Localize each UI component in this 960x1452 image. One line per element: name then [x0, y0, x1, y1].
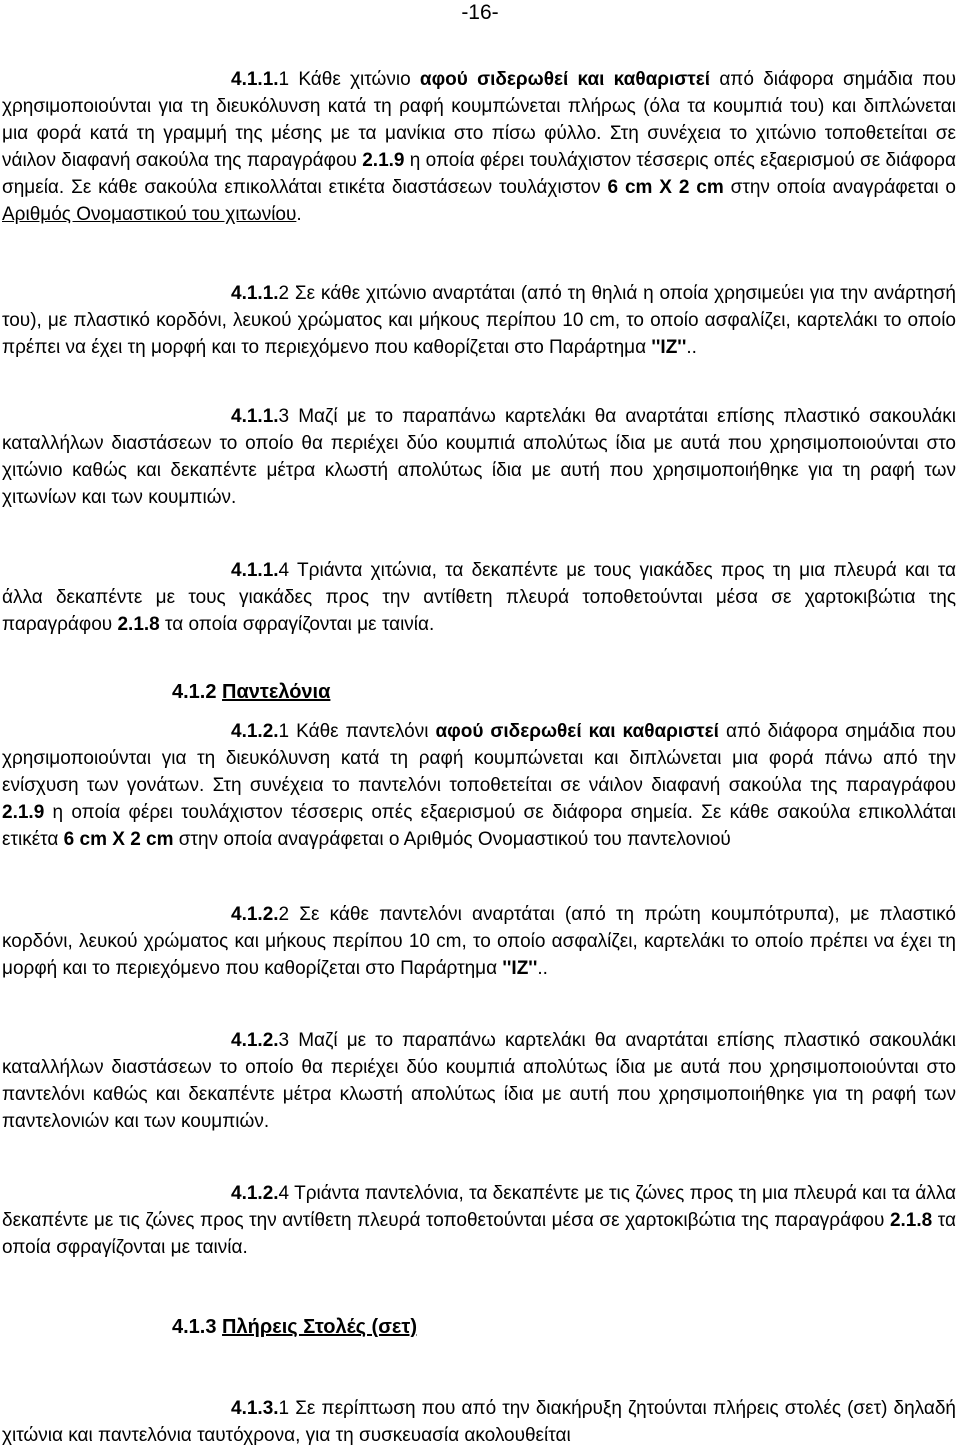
body-text: Τριάντα χιτώνια, τα δεκαπέντε με τους γιακάδες προς τη μια πλευρά και τα άλλα δεκαπέντε με τους γιακάδες προς την αντίθετη πλευρά τοποθετούνται μέσα σε χαρτοκιβώτια της παραγράφου	[2, 560, 956, 635]
section-number-suffix: 4	[278, 1183, 290, 1204]
section-number: 4.1.2.	[231, 1030, 279, 1051]
paragraph-4-1-2-2	[2, 901, 956, 982]
section-number: 4.1.2.	[231, 721, 279, 742]
body-text: Σε κάθε χιτώνιο αναρτάται (από τη θηλιά η οποία χρησιμεύει για την ανάρτησή του), με πλαστικό κορδόνι, λευκού χρώματος και μήκους περίπου 10 cm, το οποίο ασφαλίζει, καρτελάκι το οποίο πρέπει να έχει τη μορφή και το περιεχόμενο που καθορίζεται στο Παράρτημα	[2, 283, 956, 358]
body-text: από διάφορα σημάδια που χρησιμοποιούνται για τη διευκόλυνση κατά τη ραφή κουμπώνεται και διπλώνεται μια φορά πάνω από την ενίσχυση των γονάτων. Στη συνέχεια το παντελόνι τοποθετείται σε νάιλον διαφανή σακούλα της παραγράφου	[2, 721, 956, 796]
section-number: 4.1.3.	[231, 1398, 279, 1419]
body-text: η οποία φέρει τουλάχιστον τέσσερις οπές εξαερισμού σε διάφορα σημεία. Σε κάθε σακούλα επικολλάται ετικέτα διαστάσεων τουλάχιστον	[2, 150, 956, 198]
section-number-suffix: 2	[278, 904, 290, 925]
section-number-suffix: 1	[278, 1398, 290, 1419]
section-number-suffix: 1	[278, 721, 290, 742]
paragraph-4-1-2-3	[2, 1027, 956, 1135]
body-text: στην οποία αναγράφεται ο Αριθμός Ονομαστικού του παντελονιού	[173, 829, 731, 850]
section-number-suffix: 1	[278, 69, 290, 90]
dimension-text: 6 cm X 2 cm	[607, 177, 724, 198]
body-text: τα οποία σφραγίζονται με ταινία.	[159, 614, 435, 635]
paragraph-reference: 2.1.8	[889, 1210, 933, 1231]
annex-label: ''ΙΖ''	[502, 958, 538, 979]
body-text: η οποία φέρει τουλάχιστον τέσσερις οπές εξαερισμού σε διάφορα σημεία. Σε κάθε σακούλα επικολλάται ετικέτα	[2, 802, 956, 850]
section-number-suffix: 3	[278, 1030, 290, 1051]
heading-title: Παντελόνια	[222, 681, 331, 703]
paragraph-4-1-1-1	[2, 66, 956, 228]
body-text: Κάθε παντελόνι	[289, 721, 436, 742]
paragraph-4-1-3-1	[2, 1395, 956, 1449]
paragraph-4-1-1-2	[2, 280, 956, 361]
heading-number: 4.1.3	[172, 1316, 223, 1338]
section-number: 4.1.1.	[231, 560, 279, 581]
annex-label: ''ΙΖ''	[651, 337, 687, 358]
underlined-text: Αριθμός Ονομαστικού του χιτωνίου	[2, 204, 297, 225]
paragraph-4-1-1-3	[2, 403, 956, 511]
emphasis-text: αφού σιδερωθεί και καθαριστεί	[435, 721, 719, 742]
body-text: Σε περίπτωση που από την διακήρυξη ζητούνται πλήρεις στολές (σετ) δηλαδή χιτώνια και παντελόνια ταυτόχρονα, για τη συσκευασία ακολουθείται	[2, 1398, 956, 1446]
section-number: 4.1.2.	[231, 904, 279, 925]
paragraph-4-1-1-4	[2, 557, 956, 638]
body-text: ..	[537, 958, 548, 979]
body-text: από διάφορα σημάδια που χρησιμοποιούνται για τη διευκόλυνση κατά τη ραφή κουμπώνεται πλήρως (όλα τα κουμπιά του) και διπλώνεται μια φορά κατά τη γραμμή της μέσης με τα μανίκια στο πίσω φύλλο. Στη συνέχεια το χιτώνιο τοποθετείται σε νάιλον διαφανή σακούλα της παραγράφου	[2, 69, 956, 171]
body-text: Σε κάθε παντελόνι αναρτάται (από τη πρώτη κουμπότρυπα), με πλαστικό κορδόνι, λευκού χρώματος και μήκους περίπου 10 cm, το οποίο ασφαλίζει, καρτελάκι το οποίο πρέπει να έχει τη μορφή και το περιεχόμενο που καθορίζεται στο Παράρτημα	[2, 904, 956, 979]
paragraph-reference: 2.1.8	[117, 614, 160, 635]
section-number: 4.1.1.	[231, 69, 279, 90]
section-number: 4.1.1.	[231, 283, 279, 304]
page-number: -16-	[461, 1, 499, 24]
section-number: 4.1.2.	[231, 1183, 279, 1204]
section-number: 4.1.1.	[231, 406, 279, 427]
heading-number: 4.1.2	[172, 681, 223, 703]
body-text: στην οποία αναγράφεται ο	[723, 177, 956, 198]
section-heading-4-1-3	[172, 1314, 417, 1341]
paragraph-4-1-2-1	[2, 718, 956, 853]
paragraph-reference: 2.1.9	[2, 802, 45, 823]
paragraph-4-1-2-4	[2, 1180, 956, 1261]
body-text: Κάθε χιτώνιο	[289, 69, 420, 90]
body-text: Μαζί με το παραπάνω καρτελάκι θα αναρτάται επίσης πλαστικό σακουλάκι καταλλήλων διαστάσεων το οποίο θα περιέχει δύο κουμπιά απολύτως ίδια με αυτά που χρησιμοποιούνται στο χιτώνιο καθώς και δεκαπέντε μέτρα κλωστή απολύτως ίδια με αυτή που χρησιμοποιήθηκε για τη ραφή των χιτωνίων και των κουμπιών.	[2, 406, 956, 508]
heading-title: Πλήρεις Στολές (σετ)	[222, 1316, 417, 1338]
body-text: Μαζί με το παραπάνω καρτελάκι θα αναρτάται επίσης πλαστικό σακουλάκι καταλλήλων διαστάσεων το οποίο θα περιέχει δύο κουμπιά απολύτως ίδια με αυτά που χρησιμοποιούνται στο παντελόνι καθώς και δεκαπέντε μέτρα κλωστή απολύτως ίδια με αυτή που χρησιμοποιήθηκε για τη ραφή των παντελονιών και των κουμπιών.	[2, 1030, 956, 1132]
section-number-suffix: 3	[278, 406, 290, 427]
body-text: τα οποία σφραγίζονται με ταινία.	[2, 1210, 957, 1258]
paragraph-reference: 2.1.9	[362, 150, 405, 171]
section-number-suffix: 4	[278, 560, 290, 581]
body-text: .	[296, 204, 302, 225]
body-text: ..	[686, 337, 697, 358]
section-heading-4-1-2	[172, 679, 330, 706]
section-number-suffix: 2	[278, 283, 290, 304]
emphasis-text: αφού σιδερωθεί και καθαριστεί	[419, 69, 711, 90]
body-text: Τριάντα παντελόνια, τα δεκαπέντε με τις ζώνες προς τη μια πλευρά και τα άλλα δεκαπέντε με τις ζώνες προς την αντίθετη πλευρά τοποθετούνται μέσα σε χαρτοκιβώτια της παραγράφου	[2, 1183, 956, 1231]
dimension-text: 6 cm X 2 cm	[63, 829, 174, 850]
